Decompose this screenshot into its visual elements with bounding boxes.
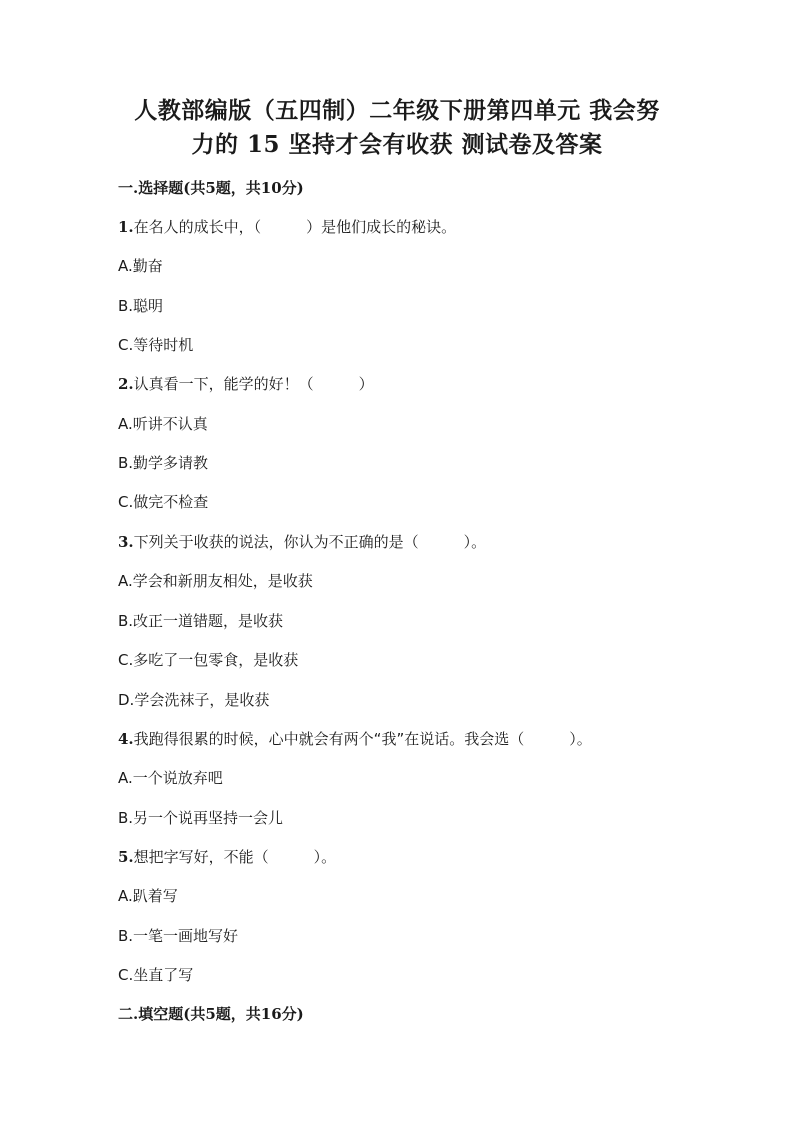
question-stem: 下列关于收获的说法，你认为不正确的是（ ）。 <box>133 533 487 551</box>
question-number: 3. <box>118 533 134 551</box>
option-1c: C.等待时机 <box>118 336 194 354</box>
question-stem: 在名人的成长中，（ ）是他们成长的秘诀。 <box>133 218 457 236</box>
question-5 <box>118 847 336 867</box>
question-number: 1. <box>118 218 134 236</box>
question-1 <box>118 217 456 237</box>
option-5b: B.一笔一画地写好 <box>118 927 239 945</box>
option-1b: B.聪明 <box>118 297 164 315</box>
question-stem: 想把字写好，不能（ ）。 <box>133 848 337 866</box>
option-3a: A.学会和新朋友相处，是收获 <box>118 572 313 590</box>
option-4a: A.一个说放弃吧 <box>118 769 223 787</box>
question-stem: 我跑得很累的时候，心中就会有两个“我”在说话。我会选（ ）。 <box>133 730 592 748</box>
option-5a: A.趴着写 <box>118 887 178 905</box>
question-2 <box>118 374 374 394</box>
option-2c: C.做完不检查 <box>118 493 209 511</box>
section-heading-choice: 一.选择题(共5题，共10分) <box>118 179 304 197</box>
title-line-2: 力的 15 坚持才会有收获 测试卷及答案 <box>191 131 603 158</box>
option-1a: A.勤奋 <box>118 257 163 275</box>
question-number: 2. <box>118 375 134 393</box>
question-number: 4. <box>118 730 134 748</box>
document-title <box>80 94 714 162</box>
question-number: 5. <box>118 848 134 866</box>
section-heading-fill-in: 二.填空题(共5题，共16分) <box>118 1005 304 1023</box>
title-line-1: 人教部编版（五四制）二年级下册第四单元 我会努 <box>134 97 660 124</box>
question-3 <box>118 532 486 552</box>
question-stem: 认真看一下，能学的好！（ ） <box>133 375 374 393</box>
option-3d: D.学会洗袜子，是收获 <box>118 691 270 709</box>
option-5c: C.坐直了写 <box>118 966 194 984</box>
option-3c: C.多吃了一包零食，是收获 <box>118 651 299 669</box>
question-4 <box>118 729 592 749</box>
option-2a: A.听讲不认真 <box>118 415 208 433</box>
option-2b: B.勤学多请教 <box>118 454 209 472</box>
option-3b: B.改正一道错题，是收获 <box>118 612 284 630</box>
option-4b: B.另一个说再坚持一会儿 <box>118 809 284 827</box>
